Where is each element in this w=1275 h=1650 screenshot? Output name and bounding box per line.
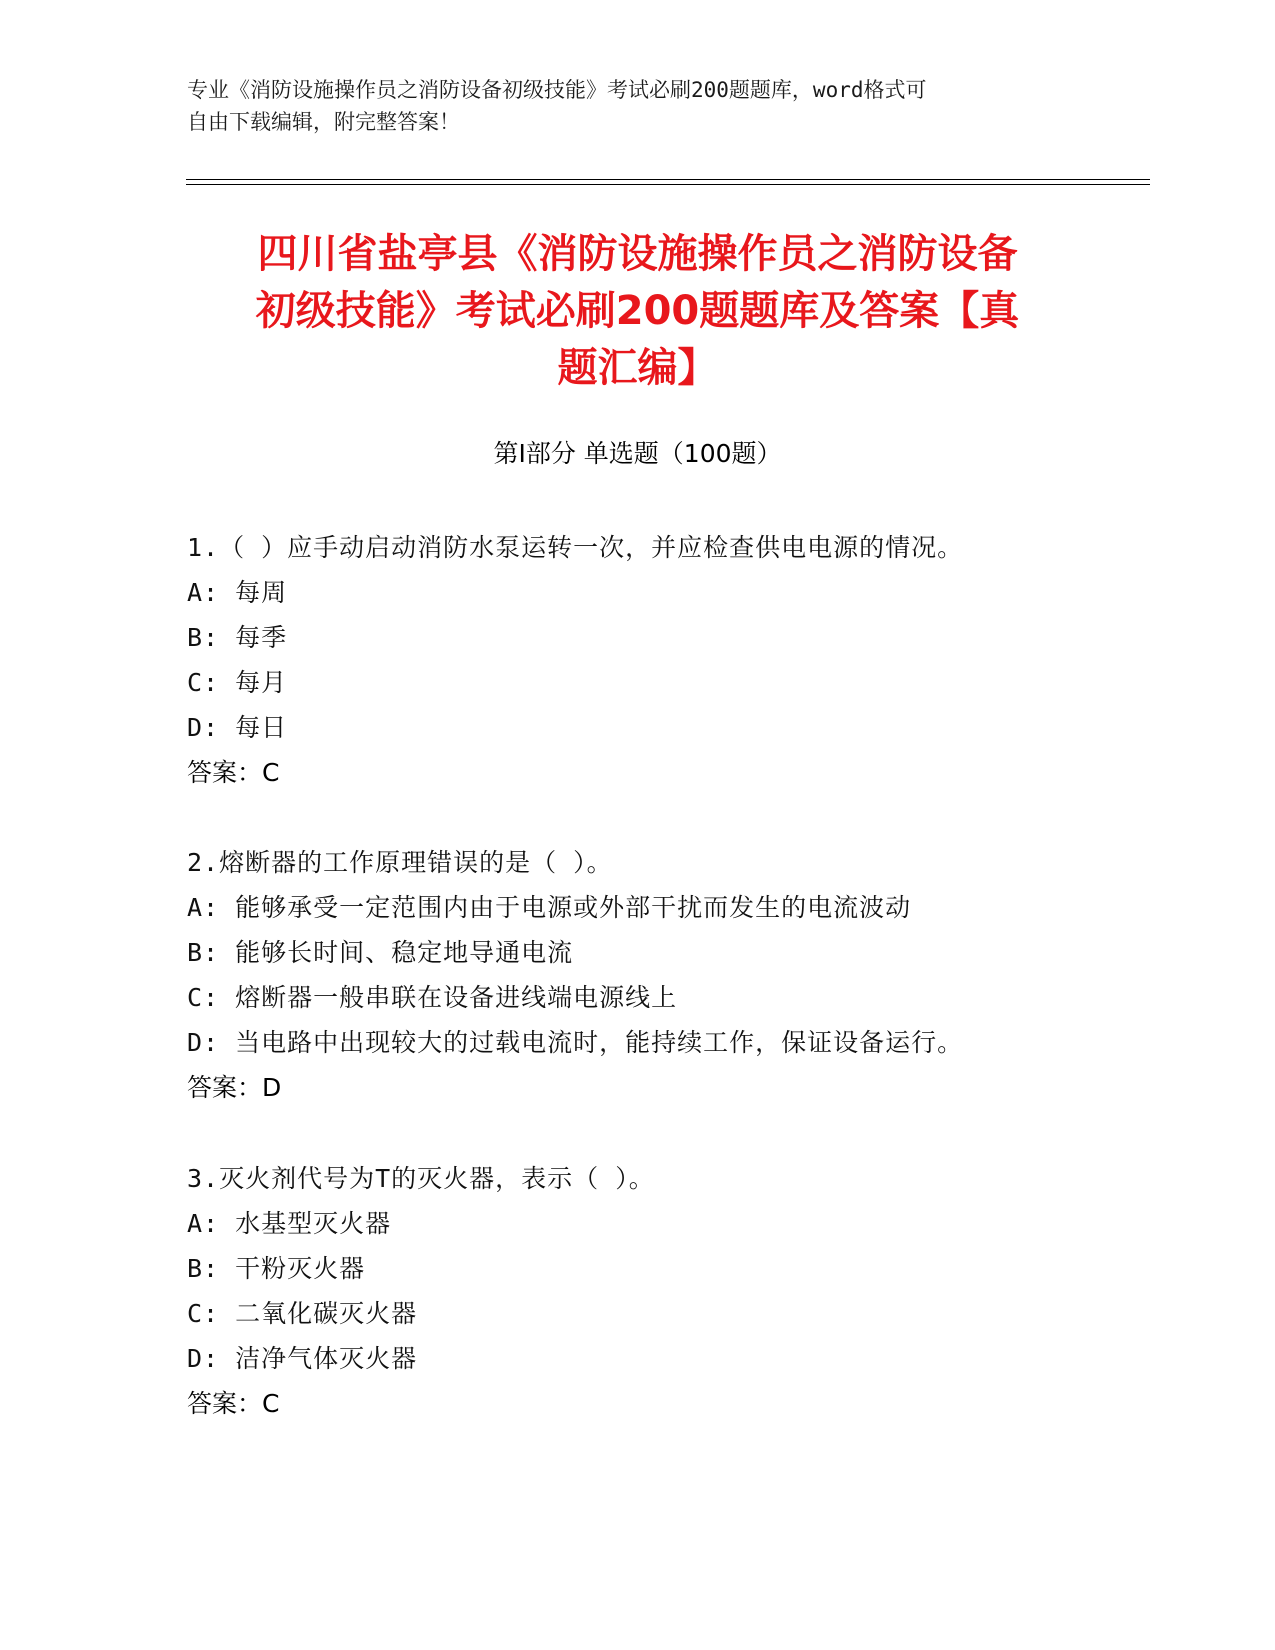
option-c: C: 二氧化碳灭火器 <box>187 1299 418 1328</box>
option-a: A: 每周 <box>187 578 288 607</box>
answer-line: 答案：D <box>187 1073 282 1102</box>
option-a: A: 能够承受一定范围内由于电源或外部干扰而发生的电流波动 <box>187 893 912 922</box>
question-item <box>187 1156 1087 1426</box>
question-stem: 3.灭火剂代号为T的灭火器，表示（ ）。 <box>187 1164 655 1193</box>
option-b: B: 每季 <box>187 623 288 652</box>
option-c: C: 每月 <box>187 668 288 697</box>
option-b: B: 能够长时间、稳定地导通电流 <box>187 938 574 967</box>
header-rule-thin <box>186 184 1150 185</box>
document-title-line-1: 四川省盐亭县《消防设施操作员之消防设备 <box>257 231 1018 277</box>
question-stem: 2.熔断器的工作原理错误的是（ ）。 <box>187 848 613 877</box>
option-d: D: 当电路中出现较大的过载电流时，能持续工作，保证设备运行。 <box>187 1028 964 1057</box>
answer-line: 答案：C <box>187 1389 280 1418</box>
header-note-line-1: 专业《消防设施操作员之消防设备初级技能》考试必刷200题题库，word格式可 <box>187 78 927 102</box>
section-heading: 第I部分 单选题（100题） <box>493 439 782 468</box>
header-rule-thick <box>186 179 1150 180</box>
option-d: D: 洁净气体灭火器 <box>187 1344 418 1373</box>
question-stem: 1.（ ）应手动启动消防水泵运转一次，并应检查供电电源的情况。 <box>187 533 964 562</box>
header-note-line-2: 自由下载编辑，附完整答案！ <box>187 110 460 134</box>
option-c: C: 熔断器一般串联在设备进线端电源线上 <box>187 983 678 1012</box>
option-a: A: 水基型灭火器 <box>187 1209 392 1238</box>
option-b: B: 干粉灭火器 <box>187 1254 366 1283</box>
question-item <box>187 525 1087 795</box>
header-note <box>187 74 1067 138</box>
document-title <box>190 226 1085 397</box>
question-item <box>187 840 1087 1110</box>
option-d: D: 每日 <box>187 713 288 742</box>
answer-line: 答案：C <box>187 758 280 787</box>
document-title-line-3: 题汇编】 <box>557 345 718 391</box>
document-title-line-2: 初级技能》考试必刷200题题库及答案【真 <box>255 288 1020 334</box>
